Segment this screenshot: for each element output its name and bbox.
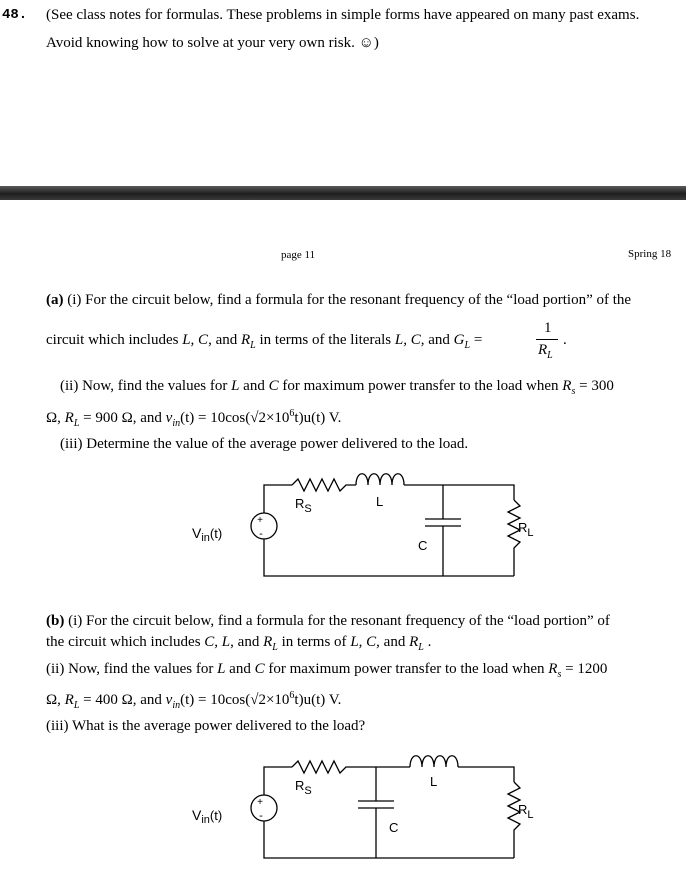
rl-resistor-icon [508, 500, 520, 576]
part-b-i-line-1: (b) (i) For the circuit below, find a formula for the resonant frequency of the “load portion” of [46, 613, 610, 629]
intro-line-1: (See class notes for formulas. These problems in simple forms have appeared on many past exams. [46, 7, 640, 23]
problem-number: 48. [2, 7, 28, 23]
rl-label: $R_L$ [518, 520, 534, 539]
rs-label: $R_S$ [295, 496, 312, 515]
rl-resistor-icon [508, 782, 520, 858]
part-a-i-line-2: circuit which includes L, C, and $R_L$ in terms of the literals L, C, and $G_L$ = [46, 332, 483, 351]
l-label: L [376, 494, 384, 509]
inductor-icon [410, 756, 458, 767]
rl-label: $R_L$ [518, 802, 534, 821]
circuit-b [180, 742, 540, 867]
part-b-iii: (iii) What is the average power delivered to the load? [46, 718, 366, 734]
page-divider [0, 186, 686, 200]
rs-resistor-icon [292, 761, 356, 773]
page-label: page 11 [281, 249, 316, 261]
voltage-source-icon [251, 795, 277, 821]
gl-denominator: $R_L$ [538, 342, 553, 361]
vin-label: $V_{in}(t)$ [192, 807, 223, 826]
circuit-a [180, 460, 540, 585]
rs-label: $R_S$ [295, 778, 312, 797]
minus-sign: - [259, 810, 263, 822]
part-b-ii-line-2: Ω, $R_L = 400$ Ω, and $v_{in}(t) = 10\cos(√2\times 10^6t)u(t)$ V. [46, 690, 342, 711]
part-a-iii: (iii) Determine the value of the average power delivered to the load. [60, 436, 469, 452]
term-label: Spring 18 [628, 248, 672, 260]
rs-resistor-icon [292, 479, 356, 491]
gl-period: . [563, 332, 567, 348]
part-a-ii-line-2: Ω, $R_L = 900$ Ω, and $v_{in}(t) = 10\cos(√2\times 10^6t)u(t)$ V. [46, 408, 342, 429]
intro-line-2: Avoid knowing how to solve at your very own risk. ☺) [46, 35, 379, 51]
part-a-i-line-1: (a) (i) For the circuit below, find a formula for the resonant frequency of the “load portion” of the [46, 292, 632, 308]
part-b-i-line-2: the circuit which includes C, L, and $R_L$ in terms of L, C, and $R_L$ . [46, 634, 432, 653]
c-label: C [418, 538, 428, 553]
vin-label: $V_{in}(t)$ [192, 525, 223, 544]
part-b-label: (b) [46, 613, 65, 629]
part-b-ii-line-1: (ii) Now, find the values for L and C for maximum power transfer to the load when $R_s = 1200$ [46, 661, 608, 680]
l-label: L [430, 774, 438, 789]
voltage-source-icon [251, 513, 277, 539]
part-a-label: (a) [46, 292, 64, 308]
part-a-ii-line-1: (ii) Now, find the values for L and C for maximum power transfer to the load when $R_s = 300$ [60, 378, 614, 397]
minus-sign: - [259, 528, 263, 540]
gl-fraction-bar [536, 339, 558, 340]
gl-numerator: 1 [544, 320, 552, 336]
inductor-icon [356, 474, 404, 485]
c-label: C [389, 820, 399, 835]
plus-sign: + [257, 797, 263, 808]
plus-sign: + [257, 515, 263, 526]
